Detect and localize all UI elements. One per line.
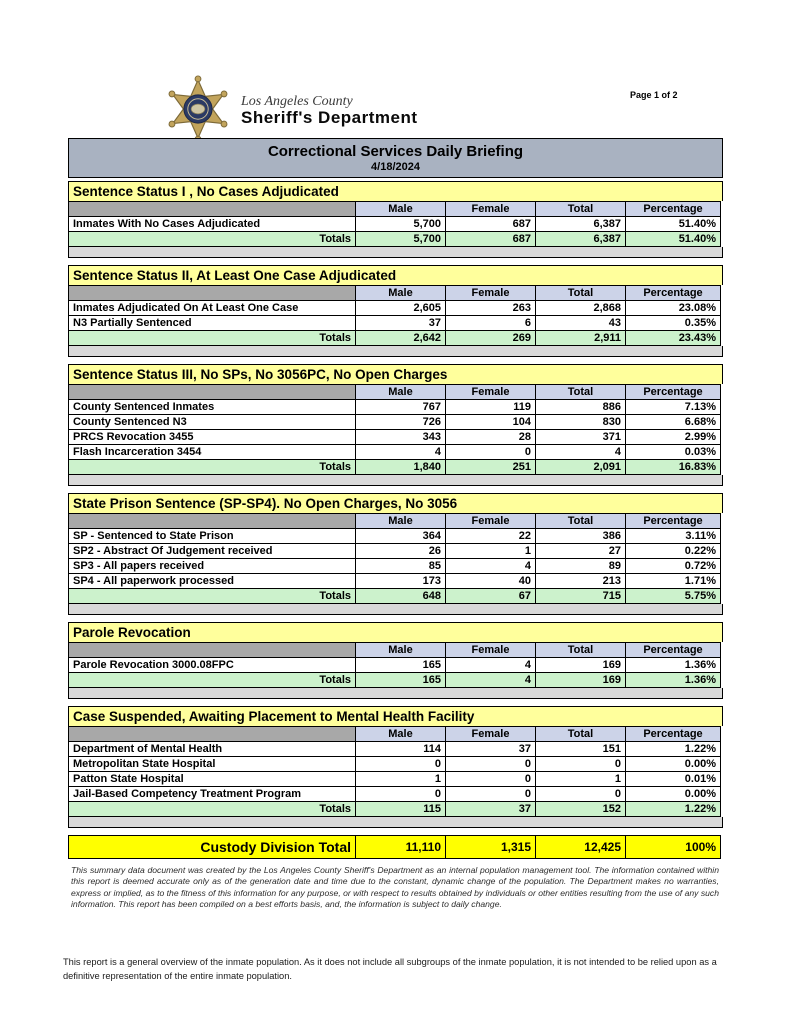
column-header-male: Male [355, 642, 445, 657]
totals-row [68, 801, 723, 817]
row-label: Patton State Hospital [68, 771, 355, 786]
totals-total: 169 [535, 672, 625, 688]
section-rows [68, 528, 723, 588]
column-header-percentage: Percentage [625, 642, 721, 657]
table-row [68, 741, 723, 756]
footnote-text: This report is a general overview of the inmate population. As it does not include all subgroups of the inmate population, it is not intended to be relied upon as a definitive representation of the entire inmate population. [63, 957, 717, 982]
section-title: Sentence Status I , No Cases Adjudicated [68, 181, 723, 201]
column-header-row [68, 513, 723, 528]
row-total: 0 [535, 786, 625, 801]
row-label: N3 Partially Sentenced [68, 315, 355, 330]
row-label: County Sentenced Inmates [68, 399, 355, 414]
row-percentage: 0.72% [625, 558, 721, 573]
report-section [68, 181, 723, 258]
row-female: 104 [445, 414, 535, 429]
row-percentage: 1.36% [625, 657, 721, 672]
column-header-male: Male [355, 201, 445, 216]
row-female: 0 [445, 771, 535, 786]
report-section [68, 364, 723, 486]
grand-total-total: 12,425 [535, 835, 625, 859]
row-percentage: 0.03% [625, 444, 721, 459]
table-row [68, 444, 723, 459]
section-title: Sentence Status II, At Least One Case Adjudicated [68, 265, 723, 285]
page-number: Page 1 of 2 [630, 90, 678, 100]
row-female: 263 [445, 300, 535, 315]
column-header-total: Total [535, 384, 625, 399]
section-title: State Prison Sentence (SP-SP4). No Open Charges, No 3056 [68, 493, 723, 513]
column-header-total: Total [535, 285, 625, 300]
section-title: Parole Revocation [68, 622, 723, 642]
disclaimer-text: This summary data document was created by the Los Angeles County Sheriff's Department as an internal population management tool. The information contained within this report is deemed accurate only as of the generation date and time due to the constant, dynamic change of the population. The Department makes no warranties, express or implied, as to the fitness of this information for any purpose, or with respect to results obtained by individuals or other entities resulting from the use of any such information. This report has been compiled on a best efforts basis, and, the information is subject to daily change. [71, 864, 719, 910]
section-spacer [68, 688, 723, 699]
totals-label: Totals [68, 801, 355, 817]
column-header-male: Male [355, 726, 445, 741]
row-male: 343 [355, 429, 445, 444]
row-percentage: 0.00% [625, 756, 721, 771]
row-total: 886 [535, 399, 625, 414]
row-percentage: 51.40% [625, 216, 721, 231]
row-total: 1 [535, 771, 625, 786]
sheriff-badge-icon [163, 74, 233, 144]
totals-male: 648 [355, 588, 445, 604]
totals-female: 67 [445, 588, 535, 604]
row-female: 687 [445, 216, 535, 231]
row-female: 6 [445, 315, 535, 330]
grand-total-female: 1,315 [445, 835, 535, 859]
column-header-row [68, 726, 723, 741]
totals-percentage: 1.22% [625, 801, 721, 817]
row-male: 5,700 [355, 216, 445, 231]
column-header-male: Male [355, 285, 445, 300]
totals-female: 687 [445, 231, 535, 247]
totals-total: 2,911 [535, 330, 625, 346]
totals-percentage: 51.40% [625, 231, 721, 247]
row-total: 213 [535, 573, 625, 588]
row-male: 165 [355, 657, 445, 672]
report-section [68, 622, 723, 699]
row-male: 4 [355, 444, 445, 459]
row-total: 89 [535, 558, 625, 573]
row-percentage: 0.22% [625, 543, 721, 558]
row-female: 0 [445, 786, 535, 801]
row-female: 0 [445, 444, 535, 459]
column-header-total: Total [535, 513, 625, 528]
row-female: 37 [445, 741, 535, 756]
totals-row [68, 672, 723, 688]
column-header-blank [68, 642, 355, 657]
row-female: 4 [445, 657, 535, 672]
report-section [68, 265, 723, 357]
totals-label: Totals [68, 231, 355, 247]
table-row [68, 429, 723, 444]
table-row [68, 315, 723, 330]
report-date: 4/18/2024 [371, 161, 420, 173]
row-total: 4 [535, 444, 625, 459]
section-spacer [68, 475, 723, 486]
grand-total-male: 11,110 [355, 835, 445, 859]
row-percentage: 2.99% [625, 429, 721, 444]
row-male: 173 [355, 573, 445, 588]
sections-container [68, 181, 723, 828]
column-header-row [68, 384, 723, 399]
column-header-total: Total [535, 201, 625, 216]
row-male: 767 [355, 399, 445, 414]
row-label: Jail-Based Competency Treatment Program [68, 786, 355, 801]
row-label: Metropolitan State Hospital [68, 756, 355, 771]
column-header-blank [68, 285, 355, 300]
column-header-blank [68, 201, 355, 216]
row-percentage: 0.01% [625, 771, 721, 786]
row-label: Inmates Adjudicated On At Least One Case [68, 300, 355, 315]
table-row [68, 756, 723, 771]
column-header-female: Female [445, 726, 535, 741]
section-rows [68, 741, 723, 801]
row-total: 43 [535, 315, 625, 330]
row-percentage: 3.11% [625, 528, 721, 543]
row-male: 26 [355, 543, 445, 558]
row-female: 40 [445, 573, 535, 588]
column-header-male: Male [355, 513, 445, 528]
grand-total-label: Custody Division Total [68, 835, 355, 859]
report-section [68, 493, 723, 615]
totals-row [68, 459, 723, 475]
row-percentage: 0.35% [625, 315, 721, 330]
table-row [68, 657, 723, 672]
section-title: Sentence Status III, No SPs, No 3056PC, No Open Charges [68, 364, 723, 384]
column-header-blank [68, 726, 355, 741]
table-row [68, 543, 723, 558]
table-row [68, 300, 723, 315]
column-header-male: Male [355, 384, 445, 399]
column-header-percentage: Percentage [625, 285, 721, 300]
row-total: 27 [535, 543, 625, 558]
totals-total: 152 [535, 801, 625, 817]
row-female: 28 [445, 429, 535, 444]
totals-row [68, 330, 723, 346]
row-label: County Sentenced N3 [68, 414, 355, 429]
section-spacer [68, 817, 723, 828]
row-total: 830 [535, 414, 625, 429]
column-header-blank [68, 513, 355, 528]
row-male: 726 [355, 414, 445, 429]
row-total: 6,387 [535, 216, 625, 231]
totals-male: 115 [355, 801, 445, 817]
daily-briefing-report [68, 138, 723, 859]
column-header-female: Female [445, 384, 535, 399]
row-percentage: 1.71% [625, 573, 721, 588]
row-percentage: 23.08% [625, 300, 721, 315]
section-rows [68, 300, 723, 330]
row-label: SP3 - All papers received [68, 558, 355, 573]
column-header-female: Female [445, 513, 535, 528]
totals-male: 2,642 [355, 330, 445, 346]
row-percentage: 1.22% [625, 741, 721, 756]
column-header-row [68, 285, 723, 300]
row-total: 169 [535, 657, 625, 672]
column-header-total: Total [535, 726, 625, 741]
row-total: 0 [535, 756, 625, 771]
column-header-total: Total [535, 642, 625, 657]
row-label: SP - Sentenced to State Prison [68, 528, 355, 543]
row-female: 0 [445, 756, 535, 771]
table-row [68, 573, 723, 588]
report-title: Correctional Services Daily Briefing [267, 143, 524, 160]
column-header-female: Female [445, 285, 535, 300]
section-spacer [68, 346, 723, 357]
totals-female: 37 [445, 801, 535, 817]
column-header-row [68, 201, 723, 216]
logo-county-text: Los Angeles County [241, 93, 353, 109]
totals-percentage: 16.83% [625, 459, 721, 475]
table-row [68, 414, 723, 429]
row-label: SP4 - All paperwork processed [68, 573, 355, 588]
row-female: 119 [445, 399, 535, 414]
logo-department-text: Sheriff's Department [241, 107, 418, 127]
totals-female: 4 [445, 672, 535, 688]
row-male: 85 [355, 558, 445, 573]
totals-female: 269 [445, 330, 535, 346]
table-row [68, 771, 723, 786]
table-row [68, 558, 723, 573]
totals-male: 165 [355, 672, 445, 688]
column-header-blank [68, 384, 355, 399]
table-row [68, 528, 723, 543]
table-row [68, 216, 723, 231]
row-label: Inmates With No Cases Adjudicated [68, 216, 355, 231]
section-rows [68, 399, 723, 459]
report-section [68, 706, 723, 828]
totals-percentage: 1.36% [625, 672, 721, 688]
row-total: 386 [535, 528, 625, 543]
totals-total: 2,091 [535, 459, 625, 475]
section-title: Case Suspended, Awaiting Placement to Mental Health Facility [68, 706, 723, 726]
row-total: 371 [535, 429, 625, 444]
row-percentage: 0.00% [625, 786, 721, 801]
totals-row [68, 588, 723, 604]
totals-percentage: 5.75% [625, 588, 721, 604]
report-title-bar [68, 138, 723, 178]
totals-male: 1,840 [355, 459, 445, 475]
row-female: 4 [445, 558, 535, 573]
totals-male: 5,700 [355, 231, 445, 247]
column-header-percentage: Percentage [625, 726, 721, 741]
totals-row [68, 231, 723, 247]
column-header-percentage: Percentage [625, 201, 721, 216]
row-male: 2,605 [355, 300, 445, 315]
row-male: 1 [355, 771, 445, 786]
column-header-percentage: Percentage [625, 384, 721, 399]
totals-total: 715 [535, 588, 625, 604]
row-percentage: 7.13% [625, 399, 721, 414]
row-female: 1 [445, 543, 535, 558]
row-total: 2,868 [535, 300, 625, 315]
row-label: SP2 - Abstract Of Judgement received [68, 543, 355, 558]
row-male: 37 [355, 315, 445, 330]
row-label: Department of Mental Health [68, 741, 355, 756]
row-total: 151 [535, 741, 625, 756]
totals-percentage: 23.43% [625, 330, 721, 346]
table-row [68, 399, 723, 414]
row-female: 22 [445, 528, 535, 543]
column-header-female: Female [445, 201, 535, 216]
row-label: PRCS Revocation 3455 [68, 429, 355, 444]
letterhead [163, 74, 418, 144]
row-male: 114 [355, 741, 445, 756]
column-header-percentage: Percentage [625, 513, 721, 528]
totals-label: Totals [68, 588, 355, 604]
column-header-row [68, 642, 723, 657]
totals-female: 251 [445, 459, 535, 475]
totals-label: Totals [68, 672, 355, 688]
row-label: Flash Incarceration 3454 [68, 444, 355, 459]
column-header-female: Female [445, 642, 535, 657]
row-male: 0 [355, 786, 445, 801]
row-male: 364 [355, 528, 445, 543]
grand-total-percentage: 100% [625, 835, 721, 859]
totals-label: Totals [68, 330, 355, 346]
row-male: 0 [355, 756, 445, 771]
section-rows [68, 657, 723, 672]
totals-total: 6,387 [535, 231, 625, 247]
row-percentage: 6.68% [625, 414, 721, 429]
section-rows [68, 216, 723, 231]
row-label: Parole Revocation 3000.08FPC [68, 657, 355, 672]
custody-division-total-row [68, 835, 723, 859]
table-row [68, 786, 723, 801]
section-spacer [68, 604, 723, 615]
section-spacer [68, 247, 723, 258]
totals-label: Totals [68, 459, 355, 475]
